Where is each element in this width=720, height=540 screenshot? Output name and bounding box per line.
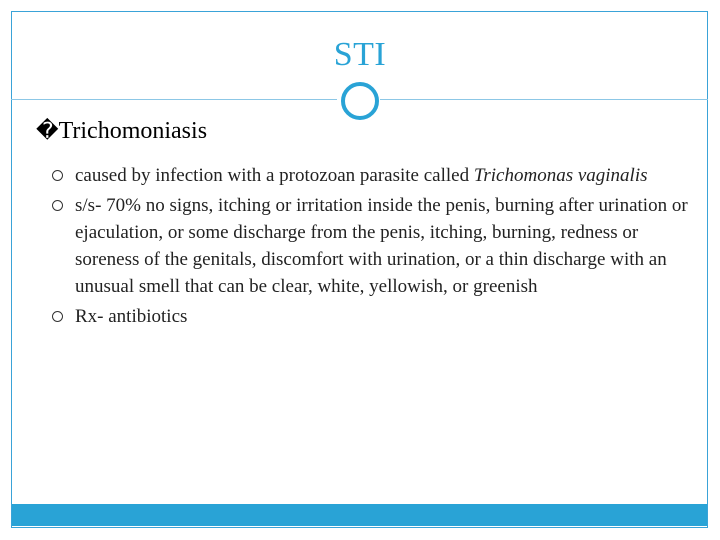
bullet-text: s/s- 70% no signs, itching or irritation inside the penis, burning after urination or ejaculation, or some discharge from the penis, itching, burning, redness or soreness of the genitals, discomfort with urination, or a thin discharge with an unusual smell that can be clear, white, yellowish, or greenish	[75, 195, 688, 297]
bullet-list	[50, 162, 690, 333]
bullet-glyph-icon: �	[36, 119, 59, 144]
heading-text: Trichomoniasis	[58, 118, 208, 144]
list-item	[50, 162, 690, 189]
section-heading	[36, 118, 207, 145]
ring-ornament-icon	[341, 82, 379, 120]
bullet-text: caused by infection with a protozoan parasite called	[75, 165, 474, 186]
bullet-text: Rx- antibiotics	[75, 306, 188, 327]
circle-bullet-icon	[52, 170, 63, 181]
slide-title: STI	[333, 36, 387, 73]
title-rule-left	[11, 99, 337, 100]
circle-bullet-icon	[52, 200, 63, 211]
list-item	[50, 192, 690, 300]
circle-bullet-icon	[52, 311, 63, 322]
footer-bar	[12, 504, 707, 526]
list-item	[50, 303, 690, 330]
bullet-italic-text: Trichomonas vaginalis	[473, 165, 648, 186]
title-rule-right	[380, 99, 708, 100]
